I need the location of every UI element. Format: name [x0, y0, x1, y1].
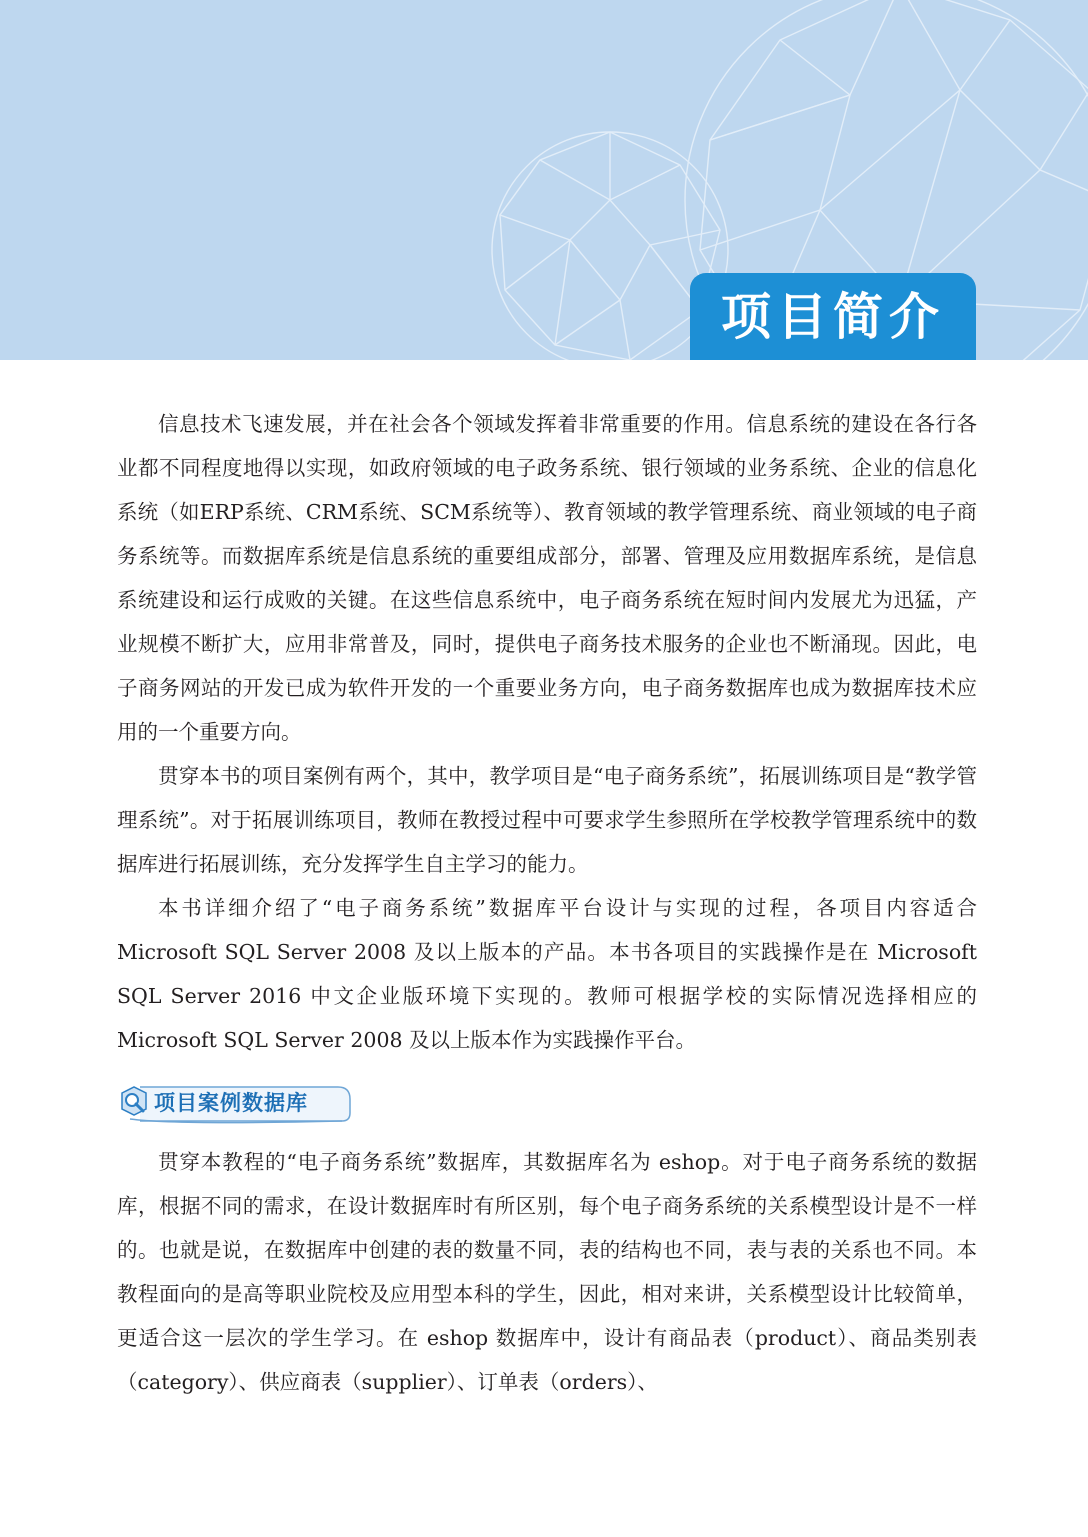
section-heading-label: 项目案例数据库: [154, 1090, 308, 1115]
intro-text: [117, 402, 977, 1062]
case-database-text: [117, 1140, 977, 1404]
section-heading: [116, 1081, 376, 1127]
case-paragraph: 贯穿本教程的“电子商务系统”数据库，其数据库名为 eshop。对于电子商务系统的数据库，根据不同的需求，在设计数据库时有所区别，每个电子商务系统的关系模型设计是不一样的。也就是说，在数据库中创建的表的数量不同，表的结构也不同，表与表的关系也不同。本教程面向的是高等职业院校及应用型本科的学生，因此，相对来讲，关系模型设计比较简单，更适合这一层次的学生学习。在 eshop 数据库中，设计有商品表（product）、商品类别表（category）、供应商表（supplier）、订单表（orders）、: [117, 1150, 977, 1394]
intro-paragraph: 本书详细介绍了“电子商务系统”数据库平台设计与实现的过程，各项目内容适合 Microsoft SQL Server 2008 及以上版本的产品。本书各项目的实践操作是在 Microsoft SQL Server 2016 中文企业版环境下实现的。教师可根据学校的实际情况选择相应的 Microsoft SQL Server 2008 及以上版本作为实践操作平台。: [117, 896, 977, 1052]
page-title: 项目简介: [721, 286, 945, 346]
magnifier-icon: [116, 1083, 152, 1123]
header-banner: [0, 0, 1088, 360]
intro-paragraph: 信息技术飞速发展，并在社会各个领域发挥着非常重要的作用。信息系统的建设在各行各业都不同程度地得以实现，如政府领域的电子政务系统、银行领域的业务系统、企业的信息化系统（如ERP系统、CRM系统、SCM系统等）、教育领域的教学管理系统、商业领域的电子商务系统等。而数据库系统是信息系统的重要组成部分，部署、管理及应用数据库系统，是信息系统建设和运行成败的关键。在这些信息系统中，电子商务系统在短时间内发展尤为迅猛，产业规模不断扩大，应用非常普及，同时，提供电子商务技术服务的企业也不断涌现。因此，电子商务网站的开发已成为软件开发的一个重要业务方向，电子商务数据库也成为数据库技术应用的一个重要方向。: [117, 412, 977, 744]
intro-paragraph: 贯穿本书的项目案例有两个，其中，教学项目是“电子商务系统”，拓展训练项目是“教学管理系统”。对于拓展训练项目，教师在教授过程中可要求学生参照所在学校教学管理系统中的数据库进行拓展训练，充分发挥学生自主学习的能力。: [117, 764, 977, 876]
title-tab: [690, 273, 976, 360]
